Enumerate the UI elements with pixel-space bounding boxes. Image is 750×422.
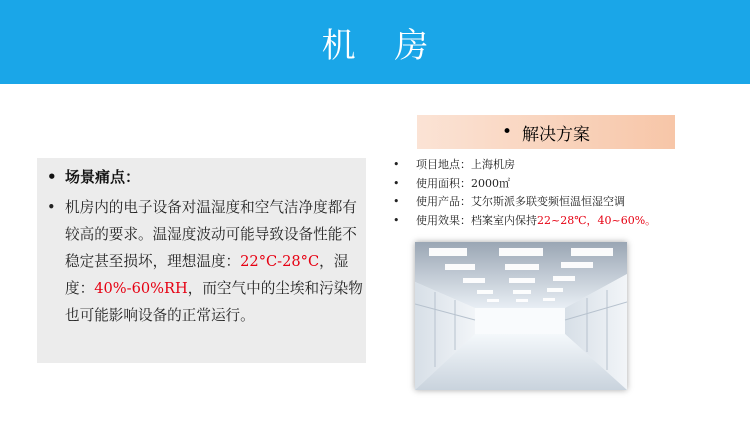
bullet-icon: •: [501, 122, 513, 142]
pain-points-text: [65, 194, 365, 329]
corridor-illustration: [415, 242, 627, 390]
pain-text-part1: 机房内的电子设备对温湿度和空气洁净度都有较高的要求。温湿度波动可能导致设备性能不稳定甚至损坏，理想温度：: [65, 199, 357, 270]
bullet-icon: •: [47, 168, 57, 186]
list-item: [393, 212, 733, 231]
humidity-range: 40%-60%RH: [94, 280, 188, 297]
pain-points-heading: [47, 166, 357, 187]
pain-text-part3: ，而空气中的尘埃和污染物也可能影响设备的正常运行。: [65, 280, 363, 324]
pain-heading-text: 场景痛点：: [65, 168, 141, 186]
list-item: [393, 175, 733, 194]
item-text: 项目地点：上海机房: [416, 158, 515, 171]
bullet-icon: •: [393, 195, 400, 208]
pain-text-part2: ，湿度：: [65, 253, 349, 297]
temperature-range: 22°C-28°C: [240, 253, 320, 270]
server-room-photo: [415, 242, 627, 390]
item-text: 使用产品：艾尔斯派多联变频恒温恒湿空调: [416, 195, 625, 208]
solution-title: 解决方案: [522, 124, 591, 145]
solution-list: [393, 156, 733, 230]
bullet-icon: •: [47, 199, 56, 216]
pain-points-body: [47, 194, 367, 324]
bullet-icon: •: [393, 213, 400, 227]
list-item: [393, 156, 733, 175]
bullet-icon: •: [393, 176, 400, 190]
item-text: 使用效果：档案室内保持: [416, 213, 537, 227]
item-text: 使用面积：2000㎡: [416, 176, 510, 190]
list-item: [393, 193, 733, 212]
solution-banner: [417, 115, 675, 149]
bullet-icon: •: [393, 158, 400, 171]
page-title: 机 房: [321, 25, 443, 66]
effect-highlight: 22~28℃，40~60%。: [537, 213, 657, 227]
